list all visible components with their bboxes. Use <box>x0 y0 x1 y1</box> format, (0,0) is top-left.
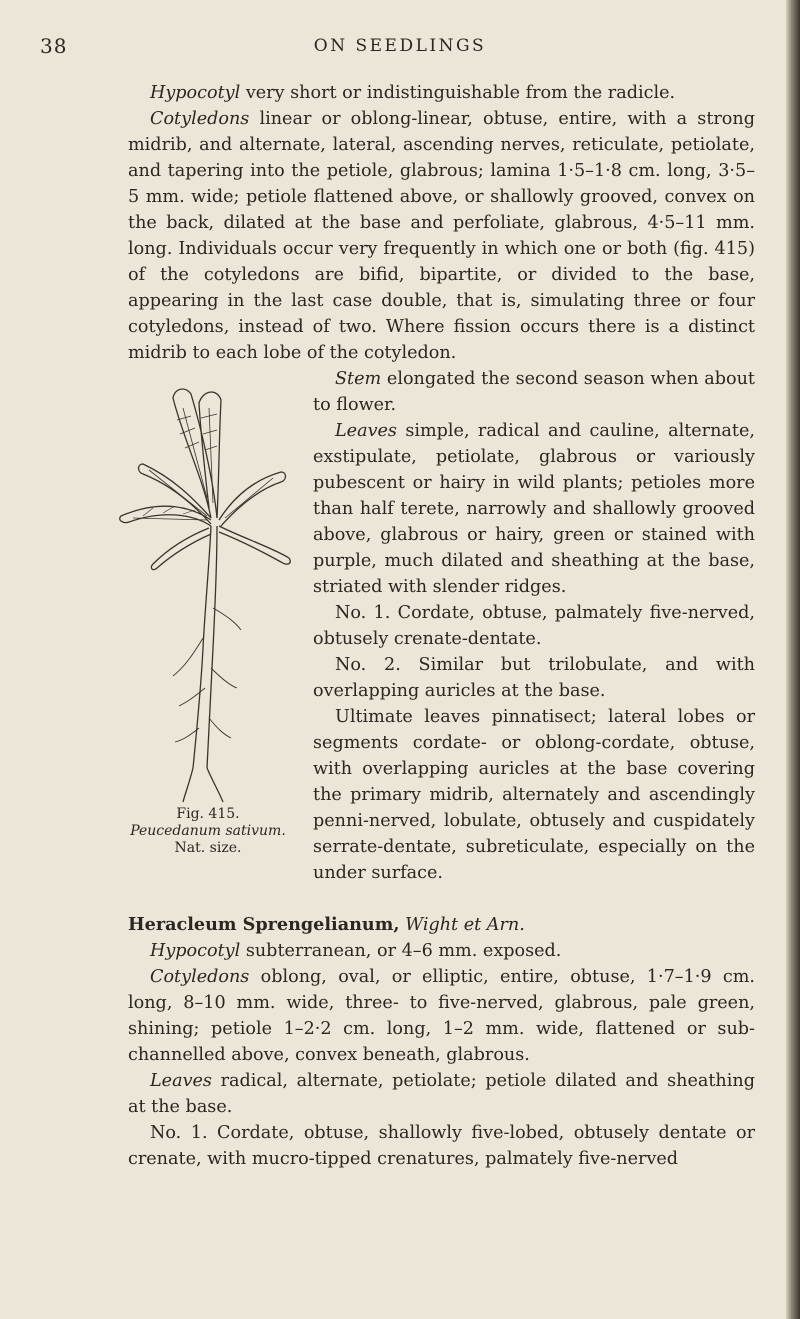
species-name: Heracleum Sprengelianum, <box>128 914 400 935</box>
hypocotyl-text: very short or indistinguishable from the radicle. <box>240 83 676 103</box>
leaves-term: Leaves <box>335 421 397 441</box>
running-head: ON SEEDLINGS <box>313 36 487 56</box>
stem-text: elongated the second season when about to flower. <box>313 369 755 415</box>
ultimate-leaves: Ultimate leaves pinnatisect; lateral lobes or segments cordate- or oblong-cordate, obtuse, with overlapping auricles at the base covering the primary midrib, alternately and ascendingly penni-nerved, lobulate, obtusely and cuspidately serrate-dentate, subreticulate, especially on the under surface. <box>313 707 755 883</box>
leaves2-text: radical, alternate, petiolate; petiole dilated and sheathing at the base. <box>128 1071 755 1117</box>
figure-caption <box>113 806 303 857</box>
figure-species: Peucedanum sativum. <box>130 823 286 839</box>
figure-label: Fig. 415. <box>176 806 240 822</box>
cotyledons2-text: oblong, oval, or elliptic, entire, obtuse, 1·7–1·9 cm. long, 8–10 mm. wide, three- to five-nerved, glabrous, pale green, shining; petiole 1–2·2 cm. long, 1–2 mm. wide, flattened or sub-channelled above, convex beneath, glabrous. <box>128 967 755 1065</box>
cotyledons2-term: Cotyledons <box>150 967 250 987</box>
cotyledons2-paragraph <box>128 964 755 1068</box>
page-edge-shadow <box>786 0 800 1319</box>
body-text <box>128 80 755 1172</box>
seedling-figure <box>113 368 303 878</box>
hypocotyl-term: Hypocotyl <box>150 83 241 103</box>
hypocotyl-paragraph <box>128 80 755 106</box>
leaves-text: simple, radical and cauline, alternate, exstipulate, petiolate, glabrous or variously pubescent or hairy in wild plants; petioles more than half terete, narrowly and shallowly grooved above, glabrous or hairy, green or stained with purple, much dilated and sheathing at the base, striated with slender ridges. <box>313 421 755 597</box>
cotyledons-term: Cotyledons <box>150 109 250 129</box>
hypocotyl2-term: Hypocotyl <box>150 941 241 961</box>
leaves2-term: Leaves <box>150 1071 212 1091</box>
stem-term: Stem <box>335 369 382 389</box>
species-authority: Wight et Arn. <box>405 915 525 935</box>
seedling-illustration <box>113 368 303 804</box>
page-header <box>0 34 800 64</box>
hypocotyl2-paragraph <box>128 938 755 964</box>
cotyledons-text: linear or oblong-linear, obtuse, entire, with a strong midrib, and alternate, lateral, ascending nerves, reticulate, petiolate, and tapering into the petiole, glabrous; lamina 1·5–1·8 cm. long, 3·5–5 mm. wide; petiole flattened above, or shallowly grooved, convex on the back, dilated at the base and perfoliate, glabrous, 4·5–11 mm. long. Individuals occur very frequently in which one or both (fig. 415) of the cotyledons are bifid, bipartite, or divided to the base, appearing in the last case double, that is, simulating three or four cotyledons, instead of two. Where fission occurs there is a distinct midrib to each lobe of the cotyledon. <box>128 109 755 363</box>
species-heading <box>128 912 755 938</box>
figure-size: Nat. size. <box>174 840 242 856</box>
section-gap <box>128 886 755 912</box>
leaves2-paragraph <box>128 1068 755 1120</box>
hypocotyl2-text: subterranean, or 4–6 mm. exposed. <box>240 941 562 961</box>
leaf2-no1: No. 1. Cordate, obtuse, shallowly five-lobed, obtusely dentate or crenate, with mucro-tipped crenatures, palmately five-nerved <box>128 1123 755 1169</box>
leaf-no1: No. 1. Cordate, obtuse, palmately five-nerved, obtusely crenate-dentate. <box>313 603 755 649</box>
page-number: 38 <box>40 34 68 58</box>
leaf-no2: No. 2. Similar but trilobulate, and with overlapping auricles at the base. <box>313 655 755 701</box>
cotyledons-paragraph <box>128 106 755 366</box>
